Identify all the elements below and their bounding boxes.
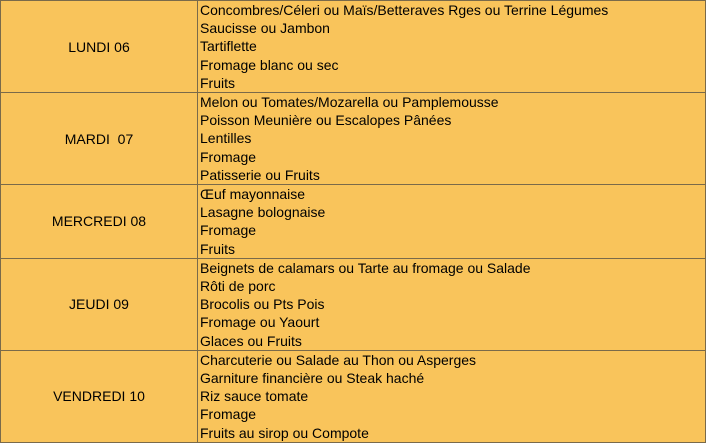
dish-item: Charcuterie ou Salade au Thon ou Asperges bbox=[200, 351, 477, 368]
dish-item: Beignets de calamars ou Tarte au fromage ou Salade bbox=[200, 259, 531, 276]
dish-item: Glaces ou Fruits bbox=[200, 332, 302, 349]
dish-item: Melon ou Tomates/Mozarella ou Pamplemousse bbox=[200, 94, 499, 111]
dish-item: Riz sauce tomate bbox=[200, 388, 309, 405]
day-label: VENDREDI 10 bbox=[1, 350, 198, 442]
dish-item: Fromage blanc ou sec bbox=[200, 56, 339, 73]
dish-item: Lasagne bolognaise bbox=[200, 204, 326, 221]
dish-list bbox=[198, 93, 706, 185]
dish-item: Garniture financière ou Steak haché bbox=[200, 370, 425, 387]
dish-item: Fruits bbox=[200, 74, 235, 91]
dish-list bbox=[198, 1, 706, 93]
dish-list bbox=[198, 258, 706, 350]
day-label: MERCREDI 08 bbox=[1, 185, 198, 259]
dish-item: Patisserie ou Fruits bbox=[200, 166, 320, 183]
dish-item: Fruits au sirop ou Compote bbox=[200, 424, 369, 441]
dish-list bbox=[198, 350, 706, 442]
dish-item: Concombres/Céleri ou Maïs/Betteraves Rges ou Terrine Légumes bbox=[200, 2, 609, 18]
dish-item: Fromage bbox=[200, 222, 257, 239]
day-label: MARDI 07 bbox=[1, 93, 198, 185]
dish-item: Rôti de porc bbox=[200, 278, 276, 295]
menu-row-friday bbox=[1, 350, 706, 442]
dish-item: Poisson Meunière ou Escalopes Pânées bbox=[200, 112, 452, 129]
dish-item: Lentilles bbox=[200, 130, 252, 147]
dish-item: Fromage bbox=[200, 406, 257, 423]
menu-row-tuesday bbox=[1, 93, 706, 185]
dish-item: Brocolis ou Pts Pois bbox=[200, 296, 325, 313]
dish-item: Fruits bbox=[200, 240, 235, 257]
dish-item: Saucisse ou Jambon bbox=[200, 20, 330, 37]
dish-item: Fromage bbox=[200, 148, 257, 165]
menu-row-monday bbox=[1, 1, 706, 93]
dish-item: Œuf mayonnaise bbox=[200, 186, 306, 203]
dish-list bbox=[198, 185, 706, 259]
dish-item: Fromage ou Yaourt bbox=[200, 314, 320, 331]
day-label: JEUDI 09 bbox=[1, 258, 198, 350]
menu-row-wednesday bbox=[1, 185, 706, 259]
day-label: LUNDI 06 bbox=[1, 1, 198, 93]
dish-item: Tartiflette bbox=[200, 38, 257, 55]
menu-row-thursday bbox=[1, 258, 706, 350]
